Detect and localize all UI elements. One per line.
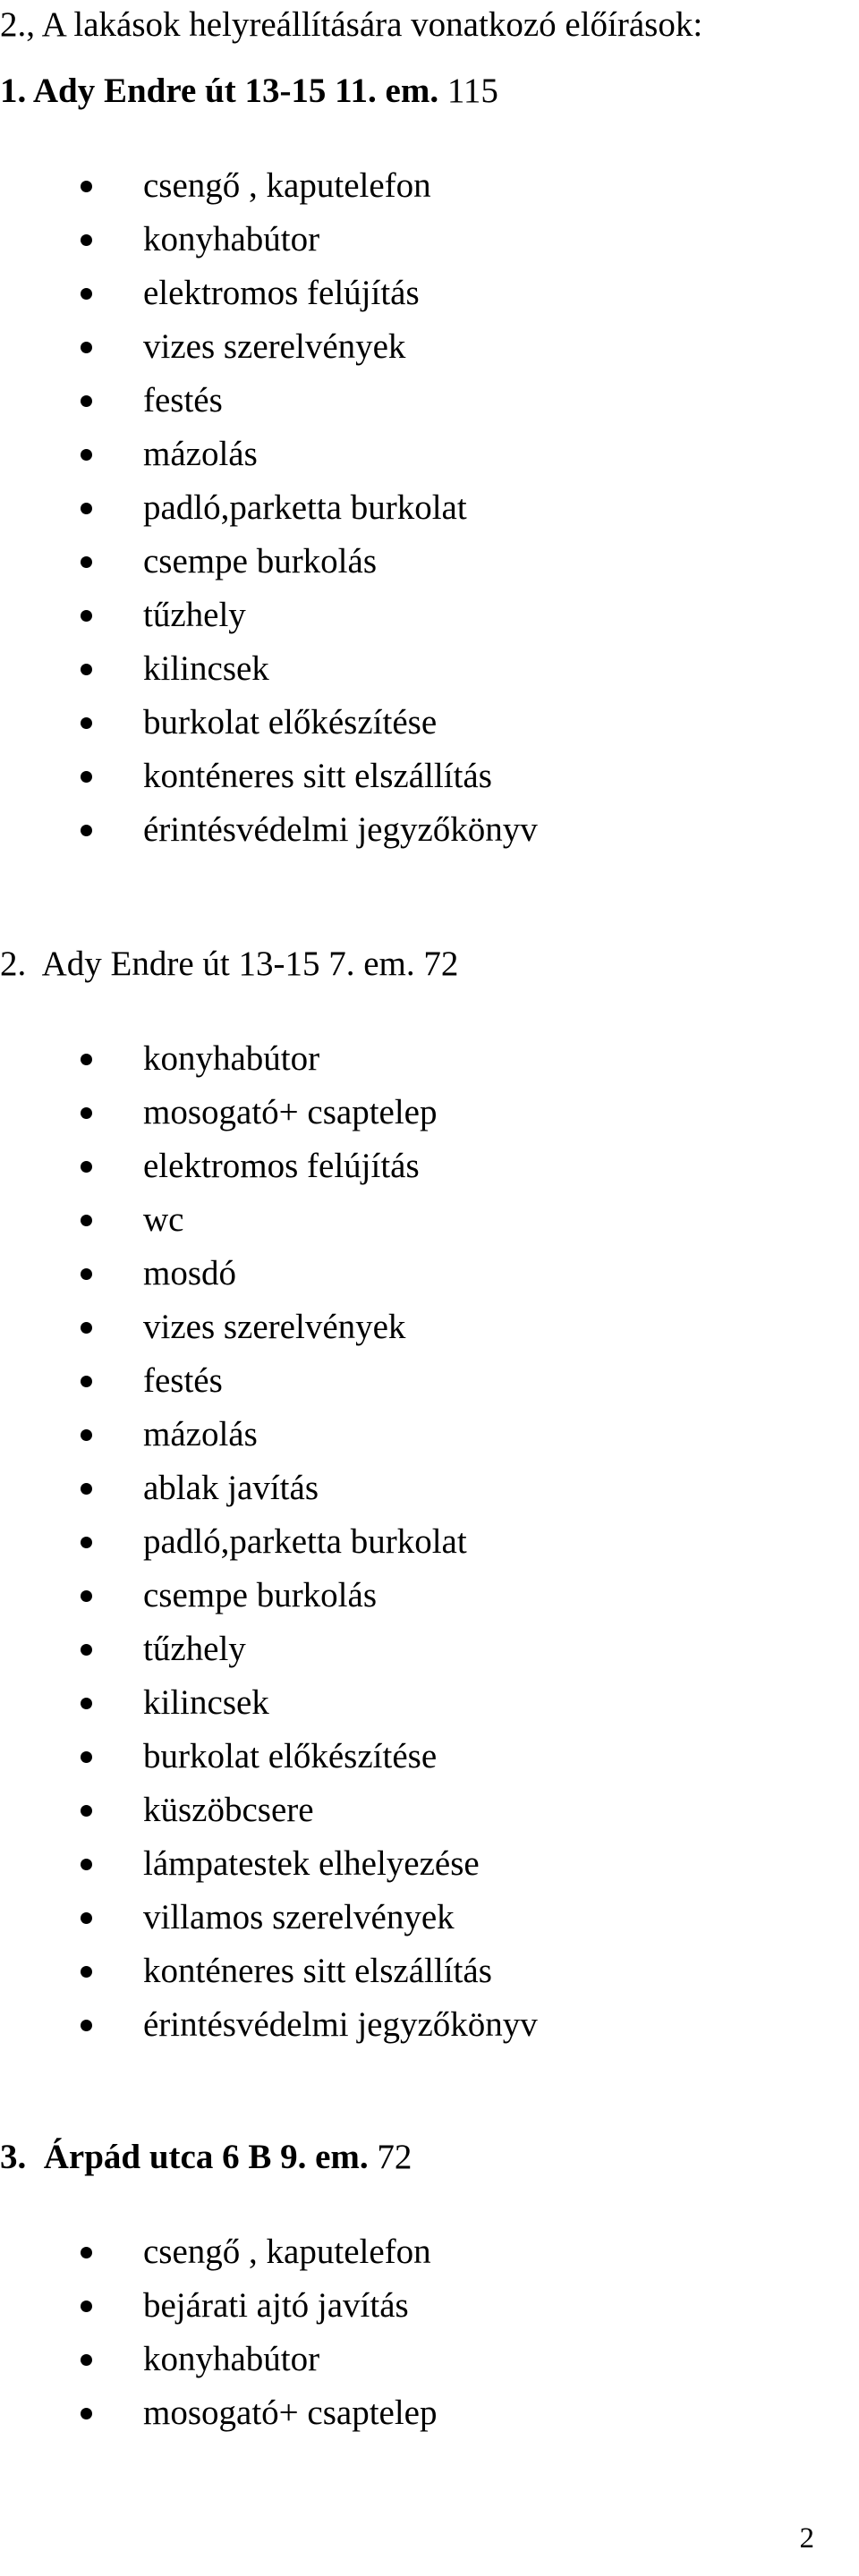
- bullet-icon: [81, 556, 92, 568]
- list-item: [0, 803, 859, 857]
- list-item-text: tűzhely: [143, 596, 246, 634]
- bullet-icon: [81, 395, 92, 407]
- list-item: [0, 1730, 859, 1784]
- list-item-text: elektromos felújítás: [143, 1147, 420, 1185]
- bullet-icon: [81, 1590, 92, 1602]
- list-item: [0, 320, 859, 374]
- bullet-icon: [81, 664, 92, 675]
- bullet-icon: [81, 1483, 92, 1495]
- section-title: [0, 937, 859, 991]
- list-item: [0, 535, 859, 589]
- list-item: [0, 642, 859, 696]
- bullet-icon: [81, 2020, 92, 2031]
- bullet-icon: [81, 2301, 92, 2312]
- list-item-text: burkolat előkészítése: [143, 703, 438, 741]
- bullet-icon: [81, 1268, 92, 1280]
- list-item-text: padló,parketta burkolat: [143, 1522, 467, 1561]
- bullet-icon: [81, 288, 92, 300]
- bullet-icon: [81, 1859, 92, 1870]
- bullet-icon: [81, 825, 92, 836]
- bullet-icon: [81, 1805, 92, 1817]
- list-item: [0, 1193, 859, 1247]
- list-item-text: érintésvédelmi jegyzőkönyv: [143, 810, 538, 849]
- bullet-icon: [81, 2247, 92, 2258]
- list-item-text: konyhabútor: [143, 2340, 320, 2378]
- list-item: [0, 1676, 859, 1730]
- list-item-text: lámpatestek elhelyezése: [143, 1844, 480, 1883]
- bullet-icon: [81, 610, 92, 622]
- list-item-text: csengő , kaputelefon: [143, 166, 431, 205]
- section-1: [0, 64, 859, 849]
- list-item-text: padló,parketta burkolat: [143, 488, 467, 527]
- list-item: [0, 374, 859, 428]
- list-item-text: tűzhely: [143, 1630, 246, 1668]
- list-item-text: vizes szerelvények: [143, 327, 406, 366]
- list-item: [0, 1515, 859, 1569]
- list-item-text: ablak javítás: [143, 1469, 319, 1507]
- list-item: [0, 696, 859, 750]
- bullet-icon: [81, 449, 92, 461]
- list-item: [0, 428, 859, 481]
- section-size: 72: [377, 2138, 412, 2176]
- list-item: [0, 1140, 859, 1193]
- list-item: [0, 589, 859, 642]
- list-item-text: csempe burkolás: [143, 1576, 378, 1614]
- list-item-text: konyhabútor: [143, 220, 320, 258]
- list-item-text: festés: [143, 1361, 223, 1400]
- list-item: [0, 1837, 859, 1891]
- list-item: [0, 1945, 859, 1998]
- list-item: [0, 1408, 859, 1462]
- section-size: 72: [423, 945, 459, 983]
- list-item: [0, 481, 859, 535]
- list-item: [0, 1354, 859, 1408]
- bullet-icon: [81, 1161, 92, 1173]
- bullet-icon: [81, 1429, 92, 1441]
- list-item: [0, 1998, 859, 2052]
- bullet-icon: [81, 342, 92, 353]
- list-item-text: vizes szerelvények: [143, 1308, 406, 1346]
- bullet-icon: [81, 1966, 92, 1978]
- list-item: [0, 1032, 859, 1086]
- section-3: [0, 2131, 859, 2432]
- bullet-icon: [81, 1054, 92, 1065]
- bullet-icon: [81, 2354, 92, 2366]
- bullet-icon: [81, 1751, 92, 1763]
- list-item: [0, 2225, 859, 2279]
- list-item-text: mázolás: [143, 435, 258, 473]
- bullet-icon: [81, 1107, 92, 1119]
- section-size: 115: [447, 72, 498, 110]
- bullet-icon: [81, 234, 92, 246]
- list-item-text: konténeres sitt elszállítás: [143, 1952, 492, 1990]
- list-item-text: mosogató+ csaptelep: [143, 1093, 438, 1131]
- section-address: Árpád utca 6 B 9. em.: [43, 2138, 369, 2176]
- section-address: Ady Endre út 13-15 11. em.: [32, 72, 439, 110]
- list-item-text: csempe burkolás: [143, 542, 378, 580]
- list-item-text: kilincsek: [143, 1683, 269, 1722]
- list-item-text: érintésvédelmi jegyzőkönyv: [143, 2005, 538, 2044]
- list-item: [0, 2386, 859, 2440]
- bullet-icon: [81, 1698, 92, 1709]
- section-title: [0, 2131, 859, 2184]
- list-item-text: konténeres sitt elszállítás: [143, 757, 492, 795]
- list-item: [0, 159, 859, 213]
- bullet-icon: [81, 181, 92, 192]
- page-number: 2: [799, 2522, 814, 2555]
- list-item: [0, 750, 859, 803]
- bullet-icon: [81, 717, 92, 729]
- list-item-text: csengő , kaputelefon: [143, 2233, 431, 2271]
- list-item: [0, 1086, 859, 1140]
- list-item: [0, 2279, 859, 2333]
- section-number: 3.: [0, 2138, 27, 2176]
- list-item-text: villamos szerelvények: [143, 1898, 455, 1936]
- list-item: [0, 267, 859, 320]
- bullet-icon: [81, 503, 92, 514]
- item-list: [0, 1032, 859, 2052]
- section-address: Ady Endre út 13-15 7. em.: [41, 945, 415, 983]
- list-item-text: burkolat előkészítése: [143, 1737, 438, 1775]
- item-list: [0, 2225, 859, 2440]
- list-item-text: wc: [143, 1200, 184, 1239]
- bullet-icon: [81, 1644, 92, 1656]
- list-item-text: mázolás: [143, 1415, 258, 1453]
- bullet-icon: [81, 1322, 92, 1334]
- list-item-text: konyhabútor: [143, 1039, 320, 1078]
- list-item-text: kilincsek: [143, 649, 269, 688]
- list-item-text: festés: [143, 381, 223, 419]
- section-number: 1.: [0, 72, 27, 110]
- list-item-text: elektromos felújítás: [143, 274, 420, 312]
- list-item: [0, 213, 859, 267]
- list-item-text: küszöbcsere: [143, 1791, 314, 1829]
- bullet-icon: [81, 1215, 92, 1226]
- list-item-text: mosogató+ csaptelep: [143, 2394, 438, 2432]
- list-item-text: mosdó: [143, 1254, 237, 1292]
- bullet-icon: [81, 1912, 92, 1924]
- list-item: [0, 1784, 859, 1837]
- list-item: [0, 1569, 859, 1623]
- list-item: [0, 1301, 859, 1354]
- list-item: [0, 1623, 859, 1676]
- section-2: [0, 937, 859, 2044]
- section-number: 2.: [0, 945, 27, 983]
- list-item-text: bejárati ajtó javítás: [143, 2286, 409, 2325]
- list-item: [0, 1462, 859, 1515]
- intro-heading: 2., A lakások helyreállítására vonatkozó előírások:: [0, 5, 703, 44]
- item-list: [0, 159, 859, 857]
- bullet-icon: [81, 1376, 92, 1387]
- bullet-icon: [81, 2408, 92, 2419]
- list-item: [0, 1891, 859, 1945]
- list-item: [0, 2333, 859, 2386]
- list-item: [0, 1247, 859, 1301]
- bullet-icon: [81, 771, 92, 783]
- section-title: [0, 64, 859, 118]
- bullet-icon: [81, 1537, 92, 1548]
